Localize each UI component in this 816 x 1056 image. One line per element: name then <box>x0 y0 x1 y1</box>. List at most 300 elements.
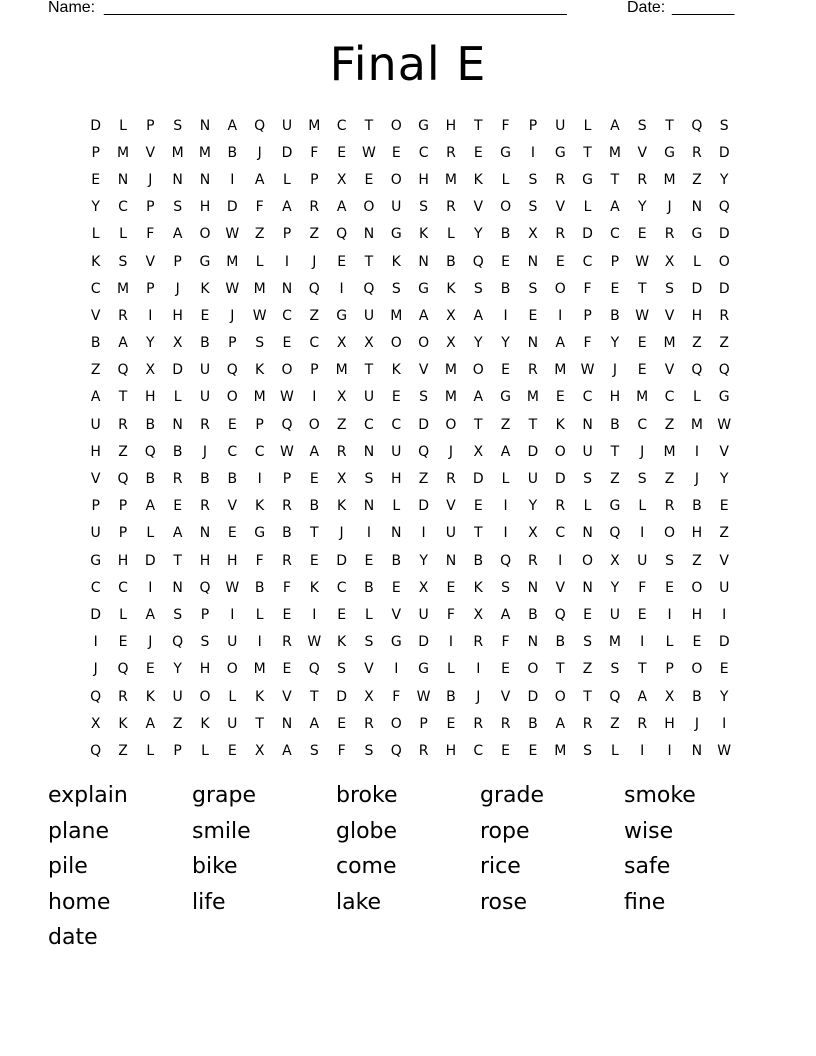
grid-letter[interactable]: U <box>363 389 375 406</box>
grid-letter[interactable]: I <box>667 742 672 759</box>
grid-letter[interactable]: E <box>91 171 101 188</box>
grid-letter[interactable]: V <box>473 199 484 216</box>
grid-letter[interactable]: Q <box>691 117 703 134</box>
grid-letter[interactable]: H <box>227 552 238 569</box>
grid-letter[interactable]: M <box>608 144 621 161</box>
grid-letter[interactable]: D <box>718 634 730 651</box>
grid-letter[interactable]: S <box>583 634 593 651</box>
grid-letter[interactable]: H <box>445 117 457 134</box>
grid-letter[interactable]: F <box>146 226 155 243</box>
grid-letter[interactable]: Q <box>254 117 266 134</box>
grid-letter[interactable]: O <box>664 525 676 542</box>
grid-letter[interactable]: L <box>201 742 209 759</box>
grid-letter[interactable]: X <box>172 335 183 352</box>
grid-letter[interactable]: Z <box>309 307 320 324</box>
grid-letter[interactable]: K <box>145 688 155 705</box>
grid-letter[interactable]: K <box>391 253 401 270</box>
grid-letter[interactable]: C <box>582 253 593 270</box>
grid-letter[interactable]: Q <box>718 362 730 379</box>
grid-letter[interactable]: T <box>637 661 647 678</box>
grid-letter[interactable]: V <box>90 307 101 324</box>
grid-letter[interactable]: J <box>202 443 208 460</box>
grid-letter[interactable]: N <box>172 171 183 188</box>
grid-letter[interactable]: D <box>90 117 102 134</box>
grid-letter[interactable]: Z <box>309 226 320 243</box>
grid-letter[interactable]: M <box>608 634 621 651</box>
grid-letter[interactable]: E <box>555 389 565 406</box>
grid-letter[interactable]: P <box>528 117 538 134</box>
grid-letter[interactable]: S <box>364 471 374 488</box>
grid-letter[interactable]: Q <box>226 362 238 379</box>
grid-letter[interactable]: I <box>93 634 98 651</box>
grid-letter[interactable]: T <box>610 171 620 188</box>
grid-letter[interactable]: I <box>257 634 262 651</box>
grid-letter[interactable]: B <box>528 606 538 623</box>
grid-letter[interactable]: U <box>445 525 457 542</box>
grid-letter[interactable]: X <box>336 335 347 352</box>
grid-letter[interactable]: Q <box>308 280 320 297</box>
grid-letter[interactable]: H <box>90 443 101 460</box>
grid-letter[interactable]: O <box>390 335 402 352</box>
grid-letter[interactable]: G <box>390 634 402 651</box>
grid-letter[interactable]: R <box>555 171 566 188</box>
grid-letter[interactable]: J <box>667 199 672 216</box>
grid-letter[interactable]: G <box>199 253 211 270</box>
grid-letter[interactable]: O <box>418 335 430 352</box>
grid-letter[interactable]: N <box>527 579 539 596</box>
grid-letter[interactable]: R <box>282 498 292 515</box>
grid-letter[interactable]: S <box>118 253 128 270</box>
grid-letter[interactable]: U <box>609 606 621 623</box>
grid-letter[interactable]: M <box>198 144 212 161</box>
grid-letter[interactable]: Q <box>472 253 484 270</box>
grid-letter[interactable]: Q <box>363 280 375 297</box>
grid-letter[interactable]: P <box>610 253 620 270</box>
grid-letter[interactable]: E <box>665 579 674 596</box>
grid-letter[interactable]: C <box>118 579 128 596</box>
grid-letter[interactable]: X <box>664 253 675 270</box>
grid-letter[interactable]: G <box>418 280 430 297</box>
grid-letter[interactable]: G <box>718 389 730 406</box>
grid-letter[interactable]: K <box>473 171 483 188</box>
grid-letter[interactable]: F <box>337 742 346 759</box>
grid-letter[interactable]: G <box>390 226 402 243</box>
grid-letter[interactable]: J <box>175 280 180 297</box>
grid-letter[interactable]: R <box>446 471 456 488</box>
grid-letter[interactable]: V <box>391 606 402 623</box>
grid-letter[interactable]: N <box>582 416 593 433</box>
grid-letter[interactable]: R <box>118 307 128 324</box>
grid-letter[interactable]: Z <box>610 471 620 488</box>
grid-letter[interactable]: I <box>530 144 535 161</box>
grid-letter[interactable]: S <box>337 661 347 678</box>
grid-letter[interactable]: J <box>694 471 699 488</box>
grid-letter[interactable]: Z <box>336 416 347 433</box>
grid-letter[interactable]: B <box>227 471 238 488</box>
grid-letter[interactable]: D <box>418 416 429 433</box>
grid-letter[interactable]: E <box>583 606 592 623</box>
grid-letter[interactable]: S <box>665 280 674 297</box>
grid-letter[interactable]: B <box>282 525 292 542</box>
grid-letter[interactable]: N <box>445 552 457 569</box>
grid-letter[interactable]: O <box>582 552 594 569</box>
grid-letter[interactable]: G <box>691 226 703 243</box>
grid-letter[interactable]: E <box>501 362 511 379</box>
grid-letter[interactable]: A <box>118 335 128 352</box>
grid-letter[interactable]: V <box>664 307 675 324</box>
grid-letter[interactable]: M <box>444 389 457 406</box>
grid-letter[interactable]: J <box>339 525 344 542</box>
grid-letter[interactable]: E <box>637 226 647 243</box>
grid-letter[interactable]: Z <box>118 742 128 759</box>
grid-letter[interactable]: E <box>692 634 702 651</box>
grid-letter[interactable]: C <box>90 280 101 297</box>
grid-letter[interactable]: M <box>390 307 403 324</box>
grid-letter[interactable]: B <box>692 498 702 515</box>
grid-letter[interactable]: F <box>255 552 264 569</box>
grid-letter[interactable]: M <box>226 253 239 270</box>
grid-letter[interactable]: T <box>364 362 374 379</box>
grid-letter[interactable]: P <box>255 416 264 433</box>
grid-letter[interactable]: F <box>282 579 291 596</box>
grid-letter[interactable]: M <box>663 171 676 188</box>
grid-letter[interactable]: I <box>722 715 727 732</box>
grid-letter[interactable]: Q <box>554 606 566 623</box>
grid-letter[interactable]: E <box>719 661 729 678</box>
grid-letter[interactable]: K <box>391 362 401 379</box>
grid-letter[interactable]: Y <box>610 335 620 352</box>
grid-letter[interactable]: P <box>118 525 128 542</box>
grid-letter[interactable]: O <box>390 171 402 188</box>
grid-letter[interactable]: S <box>637 117 647 134</box>
grid-letter[interactable]: E <box>309 552 319 569</box>
grid-letter[interactable]: J <box>312 253 317 270</box>
grid-letter[interactable]: V <box>500 688 511 705</box>
grid-letter[interactable]: H <box>609 389 621 406</box>
grid-letter[interactable]: Q <box>718 199 730 216</box>
grid-letter[interactable]: J <box>640 443 645 460</box>
grid-letter[interactable]: R <box>637 715 648 732</box>
grid-letter[interactable]: S <box>364 742 374 759</box>
grid-letter[interactable]: K <box>91 253 101 270</box>
grid-letter[interactable]: K <box>446 280 456 297</box>
grid-letter[interactable]: Q <box>609 525 621 542</box>
grid-letter[interactable]: S <box>391 280 401 297</box>
grid-letter[interactable]: N <box>199 117 211 134</box>
grid-letter[interactable]: P <box>419 715 428 732</box>
grid-letter[interactable]: X <box>528 525 538 542</box>
grid-letter[interactable]: R <box>282 634 292 651</box>
grid-letter[interactable]: C <box>336 117 347 134</box>
grid-letter[interactable]: M <box>663 335 676 352</box>
grid-letter[interactable]: L <box>146 742 155 759</box>
grid-letter[interactable]: H <box>691 525 703 542</box>
grid-letter[interactable]: D <box>472 471 484 488</box>
grid-letter[interactable]: I <box>640 525 645 542</box>
grid-letter[interactable]: L <box>283 171 291 188</box>
grid-letter[interactable]: H <box>664 715 675 732</box>
grid-letter[interactable]: R <box>172 471 183 488</box>
grid-letter[interactable]: A <box>500 606 511 623</box>
grid-letter[interactable]: I <box>421 525 426 542</box>
grid-letter[interactable]: Q <box>609 688 621 705</box>
grid-letter[interactable]: Y <box>473 335 483 352</box>
grid-letter[interactable]: N <box>117 171 129 188</box>
grid-letter[interactable]: F <box>310 144 319 161</box>
grid-letter[interactable]: M <box>554 362 567 379</box>
grid-letter[interactable]: E <box>528 742 538 759</box>
grid-letter[interactable]: V <box>282 688 292 705</box>
grid-letter[interactable]: S <box>583 742 593 759</box>
grid-letter[interactable]: C <box>336 579 347 596</box>
grid-letter[interactable]: S <box>528 280 538 297</box>
grid-letter[interactable]: A <box>473 389 484 406</box>
grid-letter[interactable]: M <box>636 389 649 406</box>
grid-letter[interactable]: S <box>665 552 674 569</box>
grid-letter[interactable]: A <box>309 443 320 460</box>
grid-letter[interactable]: C <box>473 742 484 759</box>
grid-letter[interactable]: I <box>558 552 563 569</box>
grid-letter[interactable]: O <box>500 199 512 216</box>
grid-letter[interactable]: J <box>694 715 699 732</box>
grid-letter[interactable]: K <box>555 416 565 433</box>
grid-letter[interactable]: B <box>528 715 538 732</box>
grid-letter[interactable]: B <box>90 335 101 352</box>
grid-letter[interactable]: Z <box>719 525 729 542</box>
grid-letter[interactable]: N <box>363 443 375 460</box>
grid-letter[interactable]: M <box>444 362 457 379</box>
grid-letter[interactable]: Z <box>172 715 183 732</box>
grid-letter[interactable]: E <box>337 715 347 732</box>
grid-letter[interactable]: C <box>282 307 292 324</box>
grid-letter[interactable]: X <box>528 226 538 243</box>
grid-letter[interactable]: B <box>145 471 156 488</box>
grid-letter[interactable]: P <box>173 742 182 759</box>
grid-letter[interactable]: V <box>446 498 456 515</box>
grid-letter[interactable]: I <box>640 634 645 651</box>
grid-letter[interactable]: Y <box>637 199 647 216</box>
grid-letter[interactable]: V <box>418 362 429 379</box>
grid-letter[interactable]: I <box>312 389 317 406</box>
grid-letter[interactable]: M <box>253 280 266 297</box>
grid-letter[interactable]: Q <box>117 471 129 488</box>
grid-letter[interactable]: U <box>527 471 539 488</box>
grid-letter[interactable]: A <box>418 307 429 324</box>
grid-letter[interactable]: M <box>690 416 703 433</box>
grid-letter[interactable]: W <box>717 416 732 433</box>
grid-letter[interactable]: E <box>173 498 183 515</box>
grid-letter[interactable]: P <box>310 362 319 379</box>
grid-letter[interactable]: O <box>308 416 320 433</box>
grid-letter[interactable]: C <box>664 389 675 406</box>
grid-letter[interactable]: B <box>500 280 511 297</box>
grid-letter[interactable]: T <box>118 389 128 406</box>
grid-letter[interactable]: N <box>281 280 293 297</box>
grid-letter[interactable]: Z <box>610 715 620 732</box>
grid-letter[interactable]: V <box>719 443 729 460</box>
grid-letter[interactable]: O <box>691 579 703 596</box>
grid-letter[interactable]: Z <box>664 416 675 433</box>
grid-letter[interactable]: R <box>364 715 374 732</box>
grid-letter[interactable]: L <box>692 389 701 406</box>
grid-letter[interactable]: C <box>227 443 238 460</box>
grid-letter[interactable]: I <box>148 307 153 324</box>
grid-letter[interactable]: B <box>446 688 456 705</box>
grid-letter[interactable]: G <box>254 525 266 542</box>
grid-letter[interactable]: X <box>364 335 374 352</box>
grid-letter[interactable]: G <box>418 661 430 678</box>
grid-letter[interactable]: G <box>582 171 593 188</box>
grid-letter[interactable]: Y <box>719 171 729 188</box>
grid-letter[interactable]: T <box>528 416 538 433</box>
grid-letter[interactable]: I <box>722 606 727 623</box>
grid-letter[interactable]: E <box>282 606 292 623</box>
grid-letter[interactable]: M <box>308 117 321 134</box>
grid-letter[interactable]: O <box>554 280 566 297</box>
grid-letter[interactable]: R <box>582 715 593 732</box>
grid-letter[interactable]: A <box>227 117 238 134</box>
grid-letter[interactable]: D <box>336 688 347 705</box>
grid-letter[interactable]: D <box>527 688 539 705</box>
grid-letter[interactable]: R <box>528 552 538 569</box>
grid-letter[interactable]: R <box>446 144 456 161</box>
grid-letter[interactable]: V <box>555 579 566 596</box>
grid-letter[interactable]: S <box>419 199 429 216</box>
grid-letter[interactable]: B <box>200 335 210 352</box>
grid-letter[interactable]: L <box>638 498 647 515</box>
grid-letter[interactable]: W <box>717 742 732 759</box>
grid-letter[interactable]: X <box>473 606 484 623</box>
grid-letter[interactable]: C <box>118 199 128 216</box>
grid-letter[interactable]: E <box>637 335 647 352</box>
grid-letter[interactable]: K <box>255 498 265 515</box>
grid-letter[interactable]: P <box>146 280 155 297</box>
grid-letter[interactable]: E <box>637 362 647 379</box>
grid-letter[interactable]: A <box>610 199 620 216</box>
grid-letter[interactable]: L <box>146 525 155 542</box>
grid-letter[interactable]: I <box>448 634 453 651</box>
grid-letter[interactable]: D <box>336 552 347 569</box>
grid-letter[interactable]: N <box>527 335 539 352</box>
grid-letter[interactable]: R <box>555 498 566 515</box>
grid-letter[interactable]: S <box>364 634 374 651</box>
grid-letter[interactable]: I <box>230 171 235 188</box>
grid-letter[interactable]: W <box>580 362 595 379</box>
grid-letter[interactable]: W <box>635 307 650 324</box>
grid-letter[interactable]: R <box>664 226 675 243</box>
grid-letter[interactable]: Y <box>173 661 182 678</box>
grid-letter[interactable]: E <box>337 253 347 270</box>
grid-letter[interactable]: H <box>145 389 156 406</box>
grid-letter[interactable]: C <box>637 416 648 433</box>
grid-letter[interactable]: D <box>554 471 566 488</box>
grid-letter[interactable]: G <box>90 552 102 569</box>
grid-letter[interactable]: E <box>501 253 511 270</box>
grid-letter[interactable]: A <box>555 715 566 732</box>
grid-letter[interactable]: I <box>257 471 262 488</box>
grid-letter[interactable]: L <box>583 199 592 216</box>
grid-letter[interactable]: R <box>473 715 484 732</box>
grid-letter[interactable]: B <box>200 471 210 488</box>
grid-letter[interactable]: N <box>582 525 593 542</box>
grid-letter[interactable]: I <box>284 253 290 270</box>
grid-letter[interactable]: B <box>610 416 620 433</box>
grid-letter[interactable]: Q <box>199 579 211 596</box>
grid-letter[interactable]: C <box>555 525 566 542</box>
grid-letter[interactable]: B <box>473 552 484 569</box>
grid-letter[interactable]: L <box>255 606 264 623</box>
grid-letter[interactable]: S <box>173 117 183 134</box>
grid-letter[interactable]: M <box>253 661 266 678</box>
grid-letter[interactable]: K <box>200 280 210 297</box>
grid-letter[interactable]: I <box>667 606 672 623</box>
grid-letter[interactable]: L <box>665 634 674 651</box>
grid-letter[interactable]: W <box>416 688 431 705</box>
grid-letter[interactable]: Y <box>146 335 155 352</box>
grid-letter[interactable]: J <box>257 144 262 161</box>
grid-letter[interactable]: E <box>337 144 347 161</box>
grid-letter[interactable]: P <box>282 226 292 243</box>
grid-letter[interactable]: A <box>282 199 292 216</box>
grid-letter[interactable]: W <box>252 307 267 324</box>
grid-letter[interactable]: U <box>199 362 211 379</box>
grid-letter[interactable]: P <box>282 471 292 488</box>
grid-letter[interactable]: H <box>391 471 402 488</box>
grid-letter[interactable]: E <box>227 525 237 542</box>
grid-letter[interactable]: A <box>336 199 347 216</box>
grid-letter[interactable]: D <box>718 144 730 161</box>
grid-letter[interactable]: N <box>199 525 211 542</box>
grid-letter[interactable]: V <box>145 144 156 161</box>
grid-letter[interactable]: L <box>501 171 510 188</box>
grid-letter[interactable]: A <box>90 389 101 406</box>
grid-letter[interactable]: P <box>583 307 592 324</box>
grid-letter[interactable]: E <box>337 606 347 623</box>
grid-letter[interactable]: O <box>554 688 566 705</box>
grid-letter[interactable]: B <box>555 634 566 651</box>
grid-letter[interactable]: N <box>172 416 183 433</box>
grid-letter[interactable]: J <box>230 307 235 324</box>
grid-letter[interactable]: R <box>118 688 128 705</box>
grid-letter[interactable]: D <box>172 362 184 379</box>
grid-letter[interactable]: N <box>527 253 539 270</box>
grid-letter[interactable]: M <box>335 362 348 379</box>
grid-letter[interactable]: L <box>610 742 619 759</box>
grid-letter[interactable]: H <box>199 661 211 678</box>
grid-letter[interactable]: B <box>500 226 511 243</box>
grid-letter[interactable]: T <box>473 416 483 433</box>
grid-letter[interactable]: I <box>503 498 508 515</box>
grid-letter[interactable]: E <box>637 606 647 623</box>
grid-letter[interactable]: I <box>148 579 153 596</box>
grid-letter[interactable]: R <box>336 443 347 460</box>
grid-letter[interactable]: A <box>282 742 292 759</box>
grid-letter[interactable]: Q <box>418 443 430 460</box>
grid-letter[interactable]: L <box>119 117 127 134</box>
grid-letter[interactable]: U <box>172 688 183 705</box>
grid-letter[interactable]: F <box>501 117 510 134</box>
grid-letter[interactable]: Q <box>691 362 703 379</box>
grid-letter[interactable]: V <box>145 253 156 270</box>
grid-letter[interactable]: U <box>637 552 648 569</box>
grid-letter[interactable]: M <box>116 280 130 297</box>
grid-letter[interactable]: B <box>227 144 238 161</box>
grid-letter[interactable]: U <box>418 606 429 623</box>
grid-letter[interactable]: P <box>118 498 128 515</box>
grid-letter[interactable]: E <box>391 579 401 596</box>
grid-letter[interactable]: O <box>226 389 238 406</box>
grid-letter[interactable]: Y <box>610 579 620 596</box>
